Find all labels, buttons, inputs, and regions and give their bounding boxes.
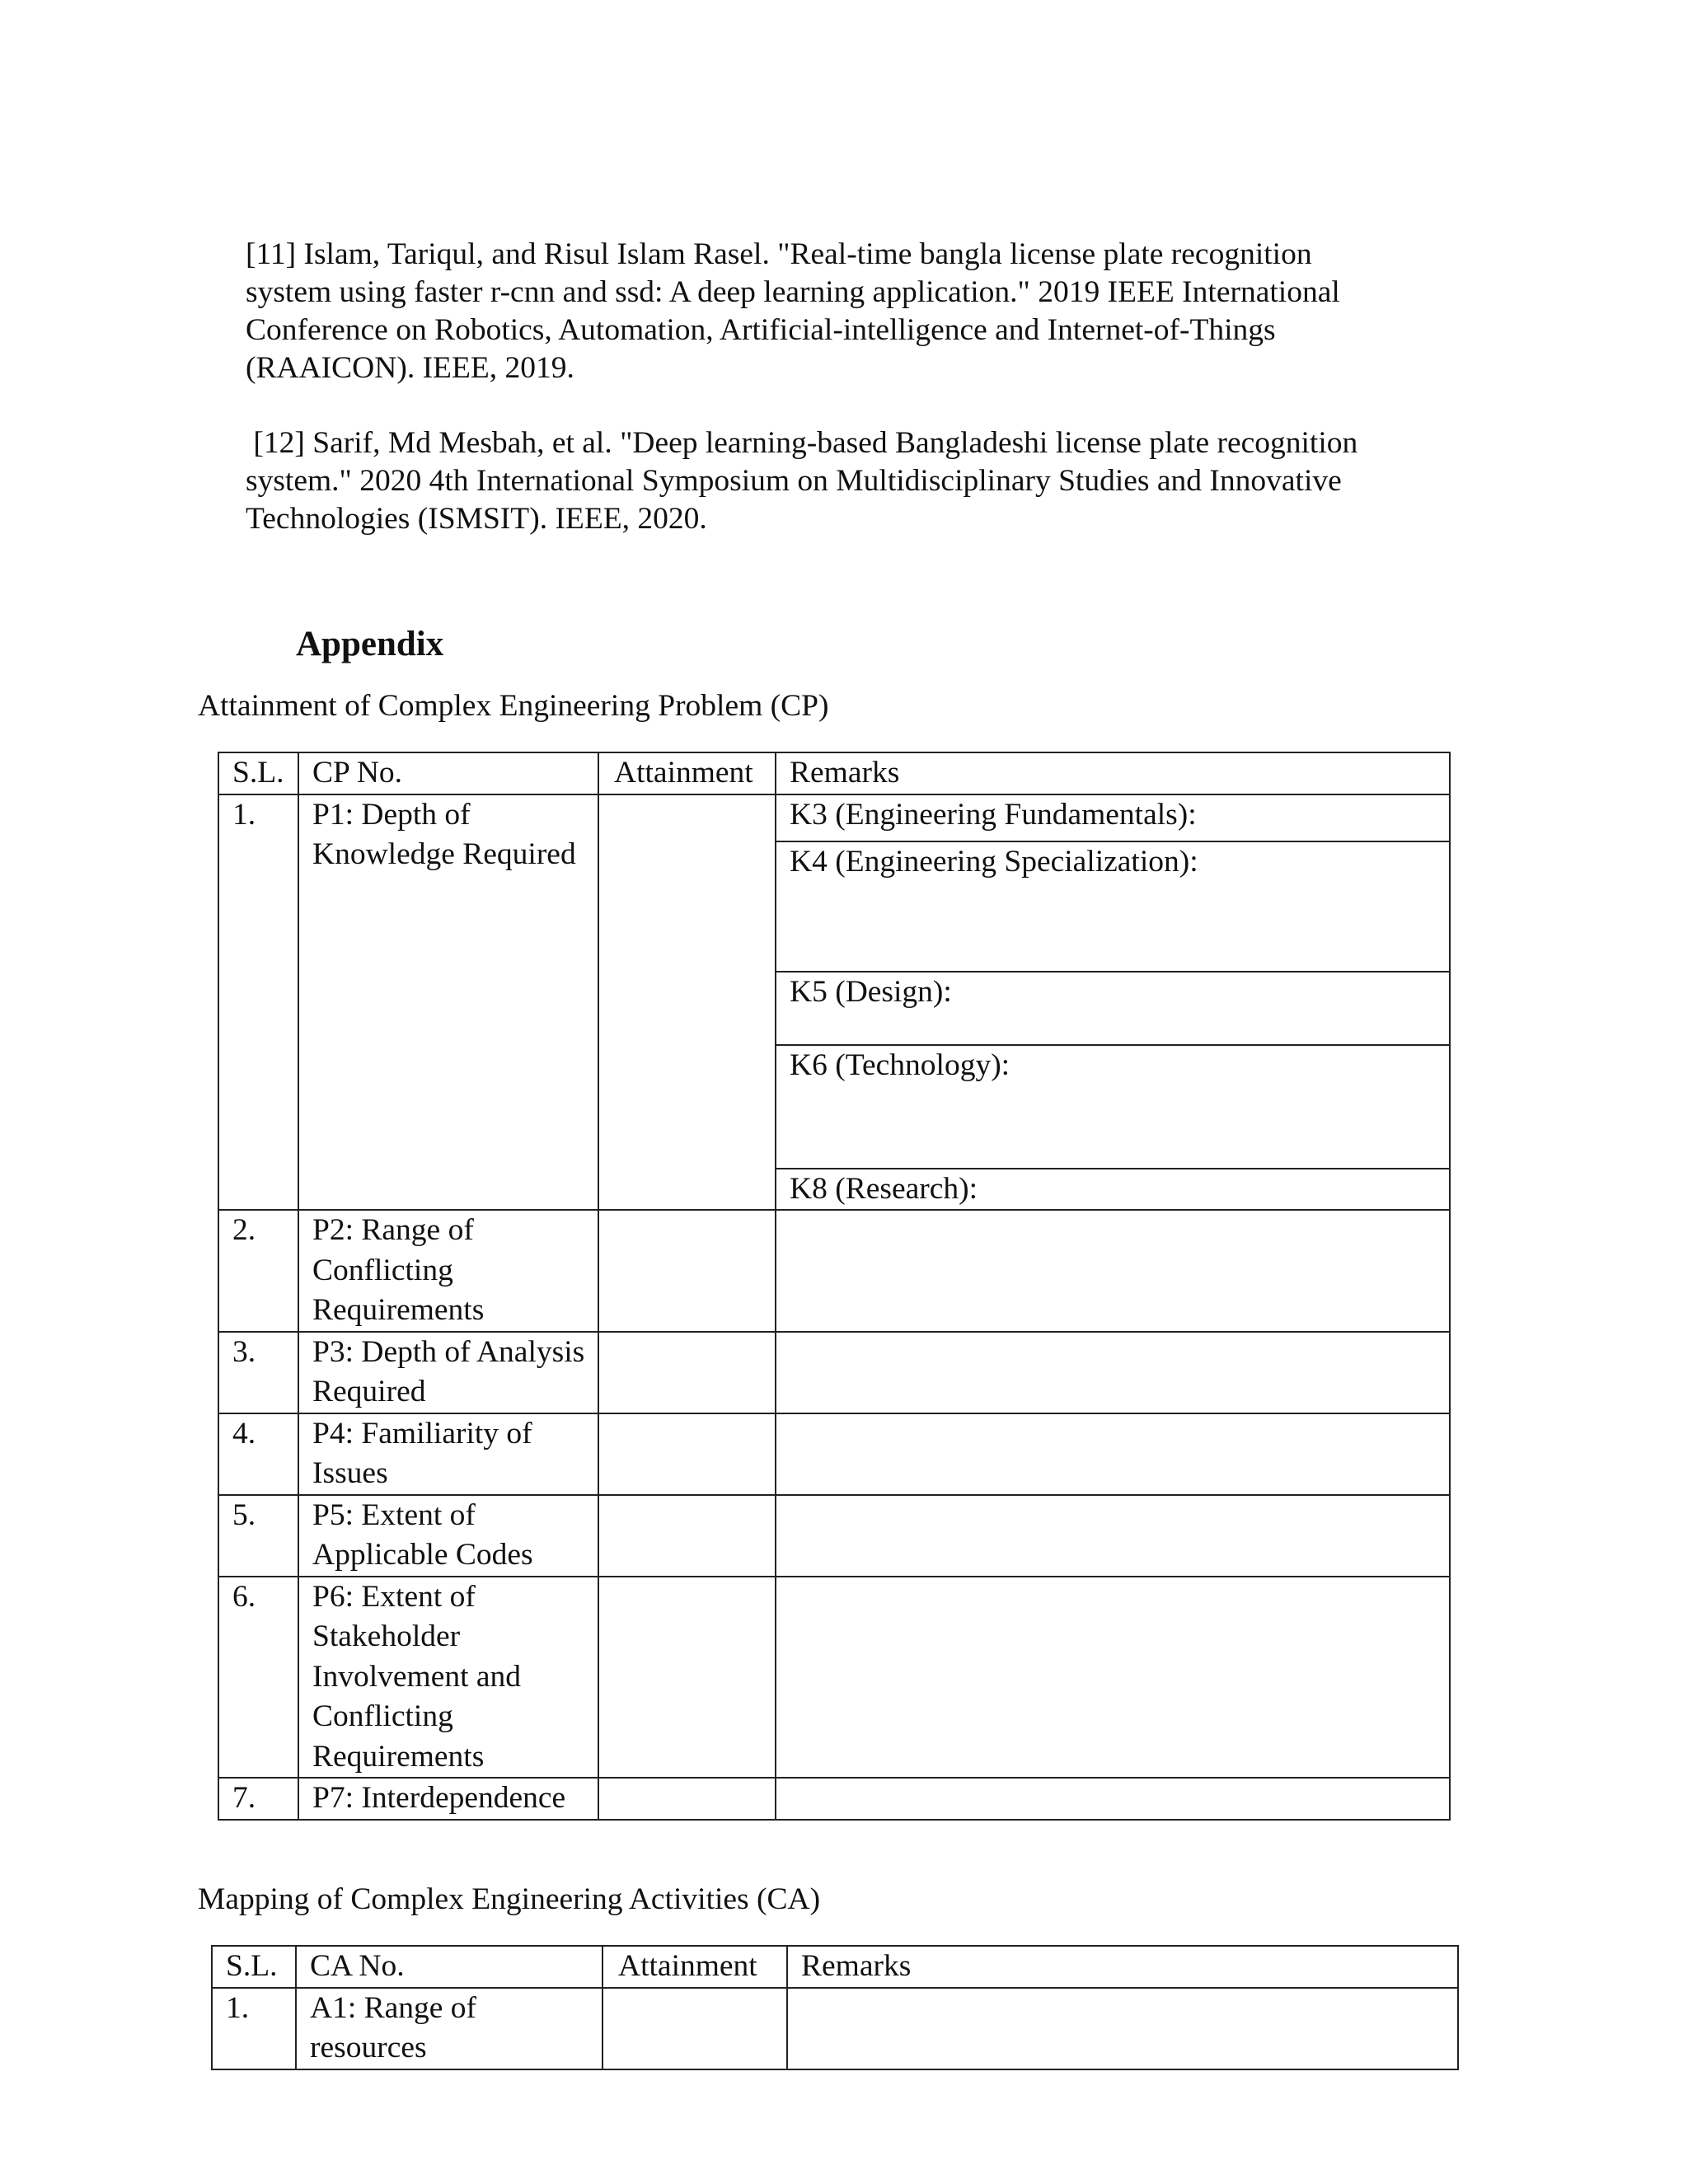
cell-attainment: [598, 1495, 776, 1577]
cell-sl: 2.: [218, 1210, 298, 1332]
reference-line: system using faster r-cnn and ssd: A deep learning application." 2019 IEEE International: [246, 275, 1340, 309]
cell-sl: 5.: [218, 1495, 298, 1577]
table-row: [218, 1778, 1450, 1820]
cell-cp-no: [298, 1332, 598, 1413]
cp-line: P4: Familiarity of: [312, 1416, 532, 1451]
header-ca-no: CA No.: [296, 1946, 603, 1988]
header-sl: S.L.: [218, 752, 298, 794]
cell-ca-no: [296, 1988, 603, 2069]
cp-line: Issues: [312, 1456, 388, 1490]
cell-cp-no: [298, 1210, 598, 1332]
cp-line: Knowledge Required: [312, 837, 576, 871]
cp-line: P3: Depth of Analysis: [312, 1334, 585, 1369]
header-attainment: Attainment: [598, 752, 776, 794]
cell-attainment: [598, 1577, 776, 1779]
cell-remarks: [776, 1577, 1450, 1779]
cp-table: [218, 752, 1451, 1821]
cell-attainment: [598, 1210, 776, 1332]
table-row: [218, 1577, 1450, 1779]
ca-table-caption: Mapping of Complex Engineering Activities (CA): [198, 1882, 821, 1916]
cp-line: P7: Interdependence: [312, 1781, 566, 1815]
cp-line: Conflicting: [312, 1699, 453, 1733]
cell-remarks: [787, 1988, 1458, 2069]
table-row: [218, 1210, 1450, 1332]
reference-line: (RAAICON). IEEE, 2019.: [246, 351, 574, 385]
remark-k6: K6 (Technology):: [776, 1045, 1450, 1169]
cell-cp-no: [298, 1577, 598, 1779]
cp-line: P6: Extent of: [312, 1579, 476, 1614]
reference-line: [11] Islam, Tariqul, and Risul Islam Rasel. "Real-time bangla license plate recognition: [246, 237, 1312, 271]
cell-sl: 3.: [218, 1332, 298, 1413]
remark-k8: K8 (Research):: [776, 1169, 1450, 1211]
table-row: [218, 1495, 1450, 1577]
table-row: [218, 1413, 1450, 1495]
cell-cp-no: [298, 1778, 598, 1820]
cell-remarks: [776, 1210, 1450, 1332]
cell-attainment: [598, 1778, 776, 1820]
ca-line: A1: Range of: [310, 1990, 477, 2025]
cp-line: P1: Depth of: [312, 797, 471, 832]
reference-line: Technologies (ISMSIT). IEEE, 2020.: [246, 502, 707, 536]
remark-k3: K3 (Engineering Fundamentals):: [776, 794, 1450, 841]
table-row: [218, 794, 1450, 841]
header-attainment: Attainment: [603, 1946, 787, 1988]
table-header-row: [212, 1946, 1458, 1988]
reference-line: [12] Sarif, Md Mesbah, et al. "Deep learning-based Bangladeshi license plate recognition: [246, 426, 1358, 460]
reference-line: system." 2020 4th International Symposium on Multidisciplinary Studies and Innovative: [246, 464, 1342, 498]
ca-table: [211, 1945, 1459, 2070]
cp-line: P2: Range of: [312, 1213, 474, 1247]
cell-remarks: [776, 1413, 1450, 1495]
remark-k4: K4 (Engineering Specialization):: [776, 841, 1450, 972]
cell-remarks: [776, 1495, 1450, 1577]
cell-remarks: [776, 1332, 1450, 1413]
cell-attainment: [603, 1988, 787, 2069]
cell-attainment: [598, 1413, 776, 1495]
cell-remarks: [776, 1778, 1450, 1820]
reference-line: Conference on Robotics, Automation, Artificial-intelligence and Internet-of-Things: [246, 313, 1276, 347]
table-header-row: [218, 752, 1450, 794]
table-row: [212, 1988, 1458, 2069]
cell-cp-no: [298, 794, 598, 1211]
header-remarks: Remarks: [787, 1946, 1458, 1988]
cp-line: Involvement and: [312, 1659, 522, 1694]
ca-line: resources: [310, 2031, 427, 2064]
header-cp-no: CP No.: [298, 752, 598, 794]
cp-line: Requirements: [312, 1739, 485, 1774]
cp-line: Stakeholder: [312, 1619, 461, 1653]
cp-line: Conflicting: [312, 1253, 453, 1287]
table-row: [218, 1332, 1450, 1413]
cell-attainment: [598, 794, 776, 1211]
cell-sl: 1.: [212, 1988, 296, 2069]
reference-12: [246, 424, 1457, 538]
header-sl: S.L.: [212, 1946, 296, 1988]
appendix-heading: Appendix: [296, 625, 444, 663]
remark-k5: K5 (Design):: [776, 972, 1450, 1045]
cp-line: Applicable Codes: [312, 1538, 533, 1572]
cell-sl: 1.: [218, 794, 298, 1211]
cell-cp-no: [298, 1495, 598, 1577]
header-remarks: Remarks: [776, 752, 1450, 794]
cp-line: Requirements: [312, 1293, 485, 1327]
cell-cp-no: [298, 1413, 598, 1495]
cell-sl: 6.: [218, 1577, 298, 1779]
cell-attainment: [598, 1332, 776, 1413]
cell-sl: 4.: [218, 1413, 298, 1495]
reference-11: [246, 236, 1457, 387]
cp-line: P5: Extent of: [312, 1497, 476, 1532]
cp-table-caption: Attainment of Complex Engineering Problem (CP): [198, 689, 829, 723]
cp-line: Required: [312, 1375, 426, 1408]
cell-sl: 7.: [218, 1778, 298, 1820]
